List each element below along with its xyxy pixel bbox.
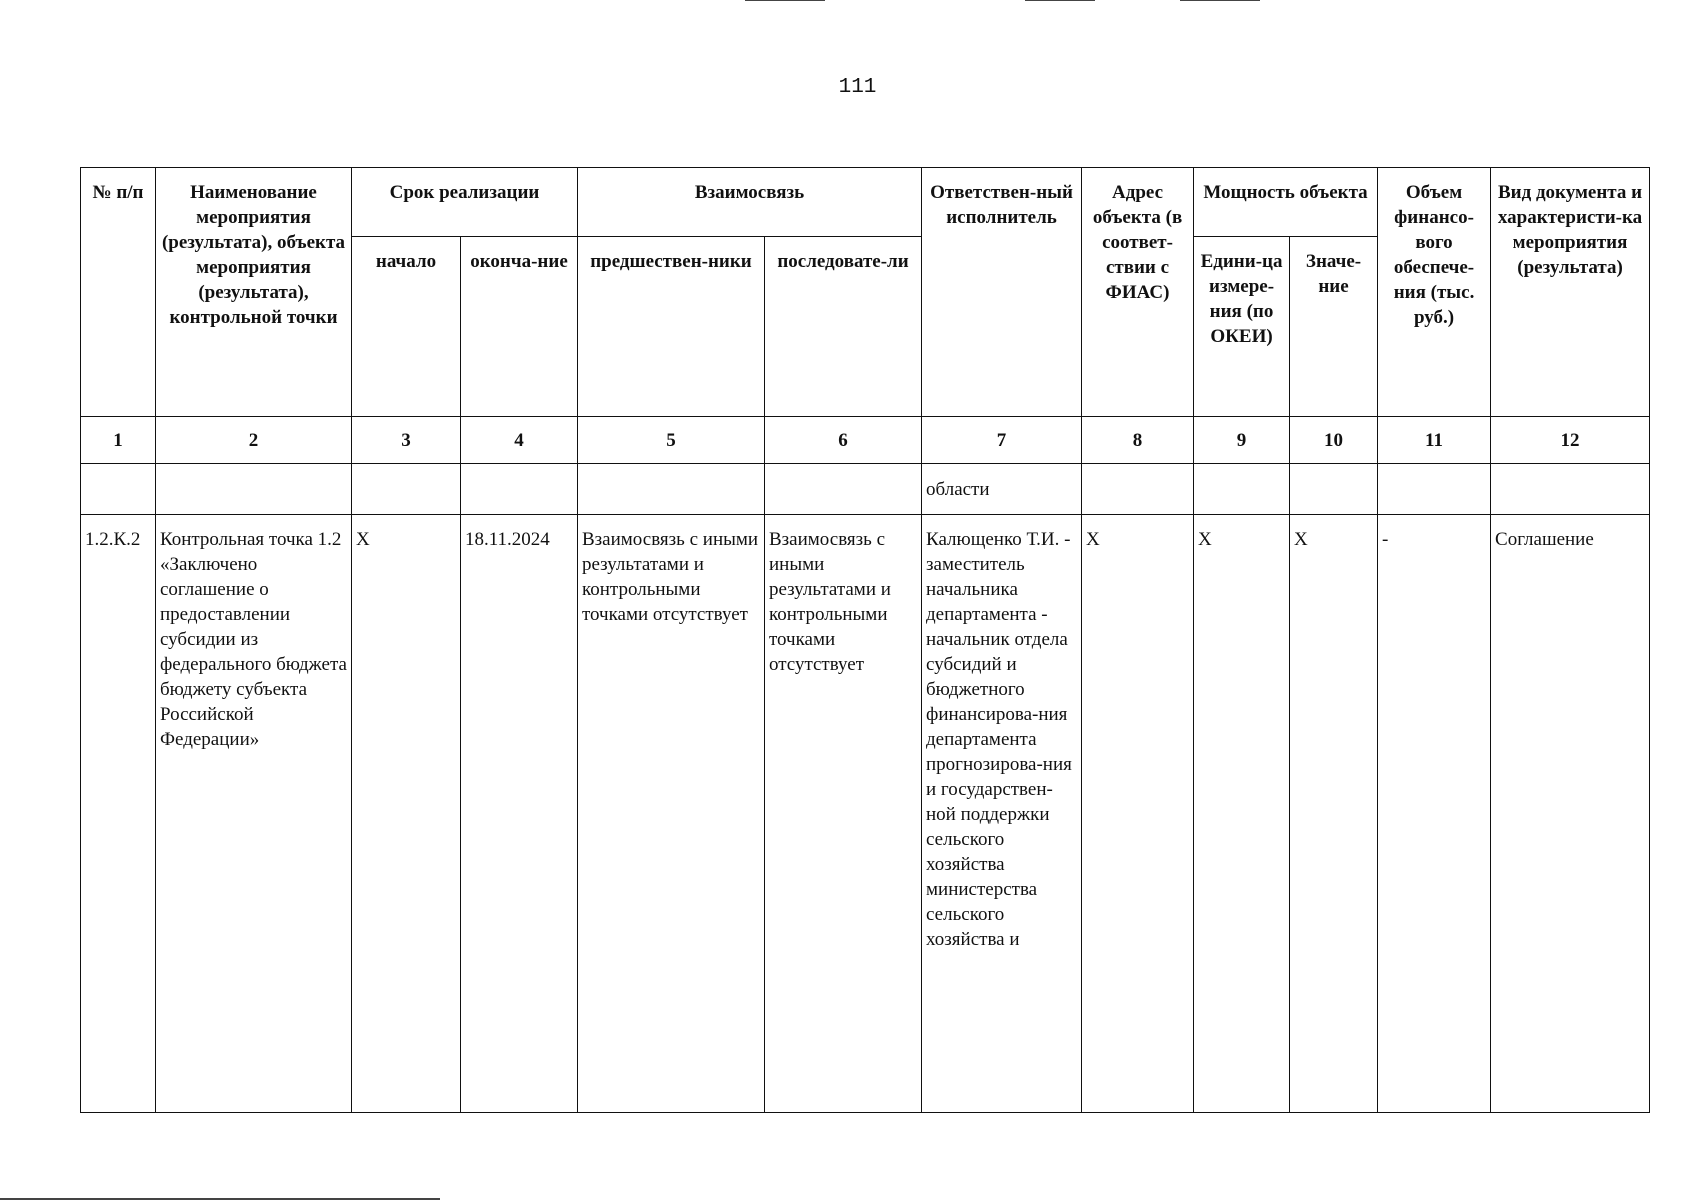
row-post: Взаимосвязь с иными результатами и контрольными точками отсутствует (765, 515, 922, 1113)
row-addr: X (1082, 515, 1194, 1113)
page-number: 111 (838, 76, 877, 99)
row-resp: Калющенко Т.И. - заместитель начальника департамента - начальник отдела субсидий и бюджетного финансирова-ния департамента прогнозирова-ния и государствен-ной поддержки сельского хозяйства министерства сельского хозяйства и (922, 515, 1082, 1113)
column-number: 10 (1290, 417, 1378, 464)
continuation-row (81, 464, 1650, 515)
column-number-row (81, 417, 1650, 464)
row-pred: Взаимосвязь с иными результатами и контрольными точками отсутствует (578, 515, 765, 1113)
row-start: X (352, 515, 461, 1113)
scan-mark (1180, 0, 1260, 1)
row-unit: X (1194, 515, 1290, 1113)
header-start: начало (352, 237, 461, 417)
column-number: 5 (578, 417, 765, 464)
table-row (81, 515, 1650, 1113)
row-finance: - (1378, 515, 1491, 1113)
header-power: Мощность объекта (1194, 168, 1378, 237)
column-number: 11 (1378, 417, 1491, 464)
header-pred: предшествен-ники (578, 237, 765, 417)
row-doc: Соглашение (1491, 515, 1650, 1113)
column-number: 12 (1491, 417, 1650, 464)
row-name: Контрольная точка 1.2 «Заключено соглашение о предоставлении субсидии из федерального бюджета бюджету субъекта Российской Федерации» (156, 515, 352, 1113)
header-end: оконча-ние (461, 237, 578, 417)
plan-table (80, 167, 1650, 1113)
column-number: 4 (461, 417, 578, 464)
header-num: № п/п (81, 168, 156, 417)
header-link: Взаимосвязь (578, 168, 922, 237)
scan-mark (745, 0, 825, 1)
header-post: последовате-ли (765, 237, 922, 417)
continuation-resp: области (922, 464, 1082, 515)
header-addr: Адрес объекта (в соответ-ствии с ФИАС) (1082, 168, 1194, 417)
header-resp: Ответствен-ный исполнитель (922, 168, 1082, 417)
header-srok: Срок реализации (352, 168, 578, 237)
header-unit: Едини-ца измере-ния (по ОКЕИ) (1194, 237, 1290, 417)
column-number: 9 (1194, 417, 1290, 464)
row-num: 1.2.К.2 (81, 515, 156, 1113)
header-name: Наименование мероприятия (результата), объекта мероприятия (результата), контрольной точки (156, 168, 352, 417)
column-number: 7 (922, 417, 1082, 464)
header-finance: Объем финансо-вого обеспече-ния (тыс. руб.) (1378, 168, 1491, 417)
column-number: 2 (156, 417, 352, 464)
row-end: 18.11.2024 (461, 515, 578, 1113)
column-number: 6 (765, 417, 922, 464)
row-value: X (1290, 515, 1378, 1113)
column-number: 3 (352, 417, 461, 464)
column-number: 1 (81, 417, 156, 464)
header-value: Значе-ние (1290, 237, 1378, 417)
header-doc: Вид документа и характеристи-ка мероприятия (результата) (1491, 168, 1650, 417)
scan-mark (1025, 0, 1095, 1)
column-number: 8 (1082, 417, 1194, 464)
